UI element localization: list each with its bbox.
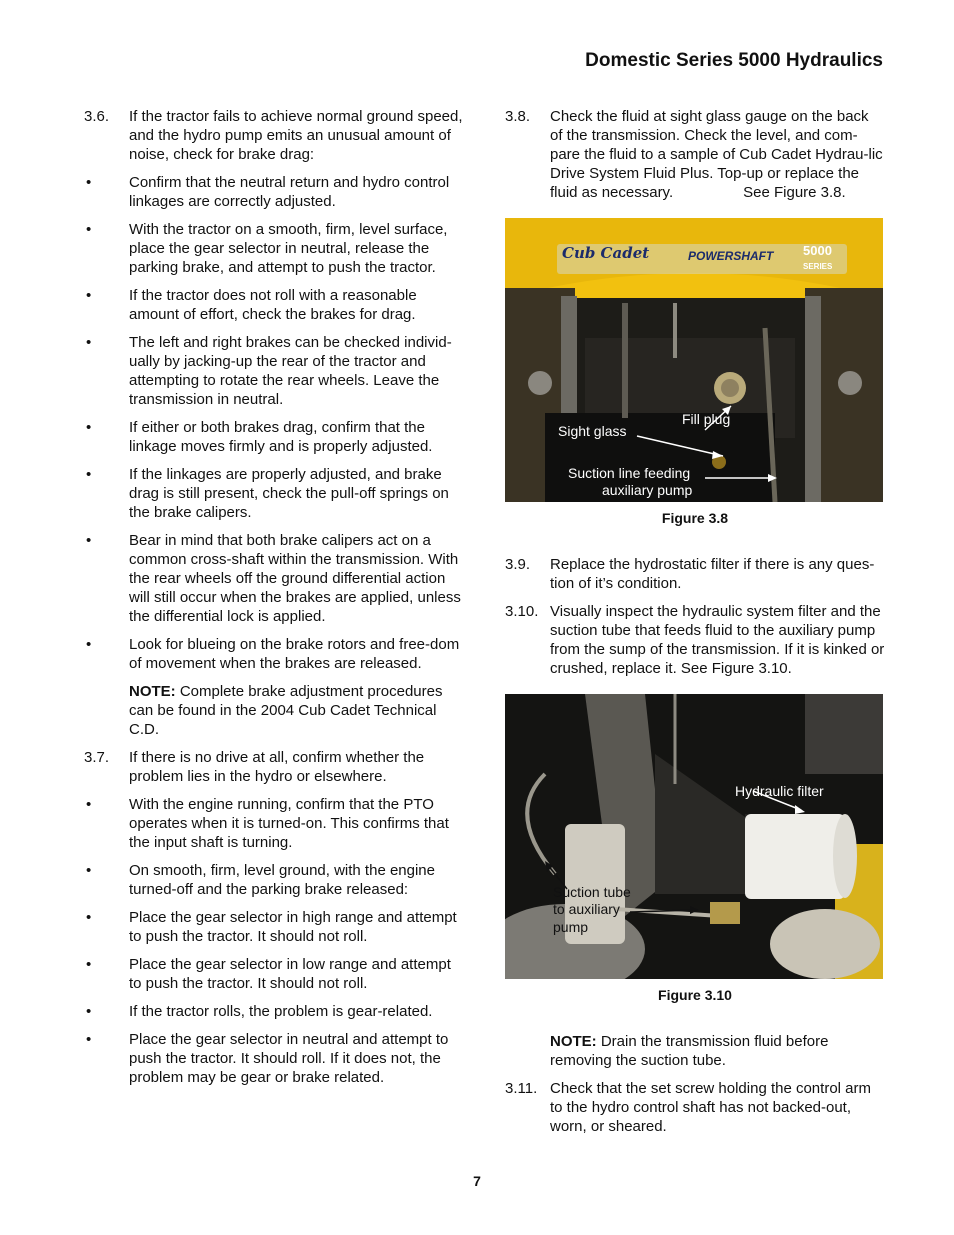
bullet-icon: • [86, 862, 92, 879]
section-number: 3.8. [505, 108, 531, 125]
suction-tube-label: Suction tube [553, 884, 631, 900]
list-item: • With the engine running, confirm that the PTO operates when it is turned-on. This confirms that the input shaft is turning. [86, 796, 449, 851]
series-badge: SERIES [803, 262, 833, 271]
bullet-icon: • [86, 287, 92, 304]
section-3-9 [505, 555, 885, 593]
bullet-icon: • [86, 1031, 92, 1048]
page-number: 7 [473, 1173, 481, 1189]
section-number: 3.11. [505, 1080, 538, 1097]
list-item: • Confirm that the neutral return and hydro control linkages are correctly adjusted. [86, 174, 450, 210]
section-text: Replace the hydrostatic filter if there is any ques-tion of it’s condition. [550, 556, 875, 592]
bullet-icon: • [86, 221, 92, 238]
page-title: Domestic Series 5000 Hydraulics [585, 50, 883, 71]
section-number: 3.10. [505, 603, 539, 620]
sight-glass-label: Sight glass [558, 423, 627, 439]
note-drain-fluid: NOTE: Drain the transmission fluid before removing the suction tube. [550, 1033, 829, 1069]
section-3-7 [84, 748, 464, 786]
section-text: If the tractor fails to achieve normal ground speed, and the hydro pump emits an unusual amount of noise, check for brake drag: [129, 108, 463, 163]
filter-photo [505, 694, 883, 979]
section-text: Check that the set screw holding the control arm to the hydro control shaft has not backed-out, worn, or sheared. [550, 1080, 871, 1135]
bullet-icon: • [86, 532, 92, 549]
bullet-icon: • [86, 466, 92, 483]
figure-caption: Figure 3.8 [661, 510, 729, 526]
list-item: • Look for blueing on the brake rotors and free-dom of movement when the brakes are released. [86, 636, 460, 672]
figure-3-8-photo [505, 218, 883, 502]
section-text: If there is no drive at all, confirm whether the problem lies in the hydro or elsewhere. [129, 749, 425, 785]
cub-cadet-logo: Cub Cadet [562, 244, 650, 262]
suction-tube-label-line3: pump [553, 919, 589, 935]
suction-tube-label-line2: to auxiliary [553, 901, 620, 917]
section-number: 3.9. [505, 556, 531, 573]
bullet-icon: • [86, 636, 92, 653]
section-text: Visually inspect the hydraulic system filter and the suction tube that feeds fluid to the auxiliary pump from the sump of the transmission. If it is kinked or crushed, replace it. See Figure 3.10. [550, 603, 885, 677]
list-item: • Bear in mind that both brake calipers act on a common cross-shaft within the transmission. With the rear wheels off the ground differential action will still occur when the brakes are applied, unless the differential lock is applied. [86, 532, 461, 625]
list-item: • If the linkages are properly adjusted, and brake drag is still present, check the pull-off springs on the brake calipers. [86, 466, 449, 521]
bullet-icon: • [86, 1003, 92, 1020]
list-item: • The left and right brakes can be checked individ-ually by jacking-up the rear of the tractor and attempting to rotate the rear wheels. Leave the transmission in neutral. [86, 334, 452, 408]
list-item: • If either or both brakes drag, confirm that the linkage moves firmly and is properly adjusted. [86, 419, 433, 455]
bullet-icon: • [86, 956, 92, 973]
figure-reference: See Figure 3.8. [743, 184, 846, 201]
suction-line-label: Suction line feeding [568, 465, 691, 481]
bullet-icon: • [86, 419, 92, 436]
list-item: • If the tractor does not roll with a reasonable amount of effort, check the brakes for drag. [86, 287, 417, 323]
list-item: • Place the gear selector in low range and attempt to push the tractor. It should not roll. [86, 956, 451, 992]
section-3-10 [505, 602, 885, 678]
bullet-icon: • [86, 909, 92, 926]
bullet-icon: • [86, 174, 92, 191]
powershaft-badge: POWERSHAFT [688, 249, 774, 263]
aux-pump-label: auxiliary pump [602, 482, 693, 498]
list-item: • With the tractor on a smooth, firm, level surface, place the gear selector in neutral, release the parking brake, and attempt to push the tractor. [86, 221, 448, 276]
figure-3-10-photo [505, 694, 883, 979]
list-item: • Place the gear selector in neutral and attempt to push the tractor. It should roll. If it does not, the problem may be gear or brake related. [86, 1031, 449, 1086]
list-item: • On smooth, firm, level ground, with the engine turned-off and the parking brake released: [86, 862, 435, 898]
section-3-11 [505, 1079, 885, 1136]
figure-caption: Figure 3.10 [658, 987, 732, 1003]
section-number: 3.7. [84, 749, 110, 766]
list-item: • If the tractor rolls, the problem is gear-related. [86, 1003, 433, 1020]
model-badge: 5000 [803, 243, 832, 258]
section-number: 3.6. [84, 108, 110, 125]
section-3-8 [505, 107, 885, 202]
section-text: Check the fluid at sight glass gauge on the back of the transmission. Check the level, and com-pare the fluid to a sample of Cub Cadet Hydrau-lic Drive System Fluid Plus. Top-up or replace the fluid as necessary. [550, 108, 883, 201]
bullet-icon: • [86, 796, 92, 813]
left-column [84, 107, 464, 1096]
note-brake-adjustment: NOTE: Complete brake adjustment procedures can be found in the 2004 Cub Cadet Technical C.D. [129, 683, 443, 738]
hydraulic-filter-label: Hydraulic filter [735, 783, 824, 799]
bullet-icon: • [86, 334, 92, 351]
section-3-6 [84, 107, 464, 164]
list-item: • Place the gear selector in high range and attempt to push the tractor. It should not roll. [86, 909, 457, 945]
fill-plug-label: Fill plug [682, 411, 731, 427]
right-column [505, 107, 885, 1145]
